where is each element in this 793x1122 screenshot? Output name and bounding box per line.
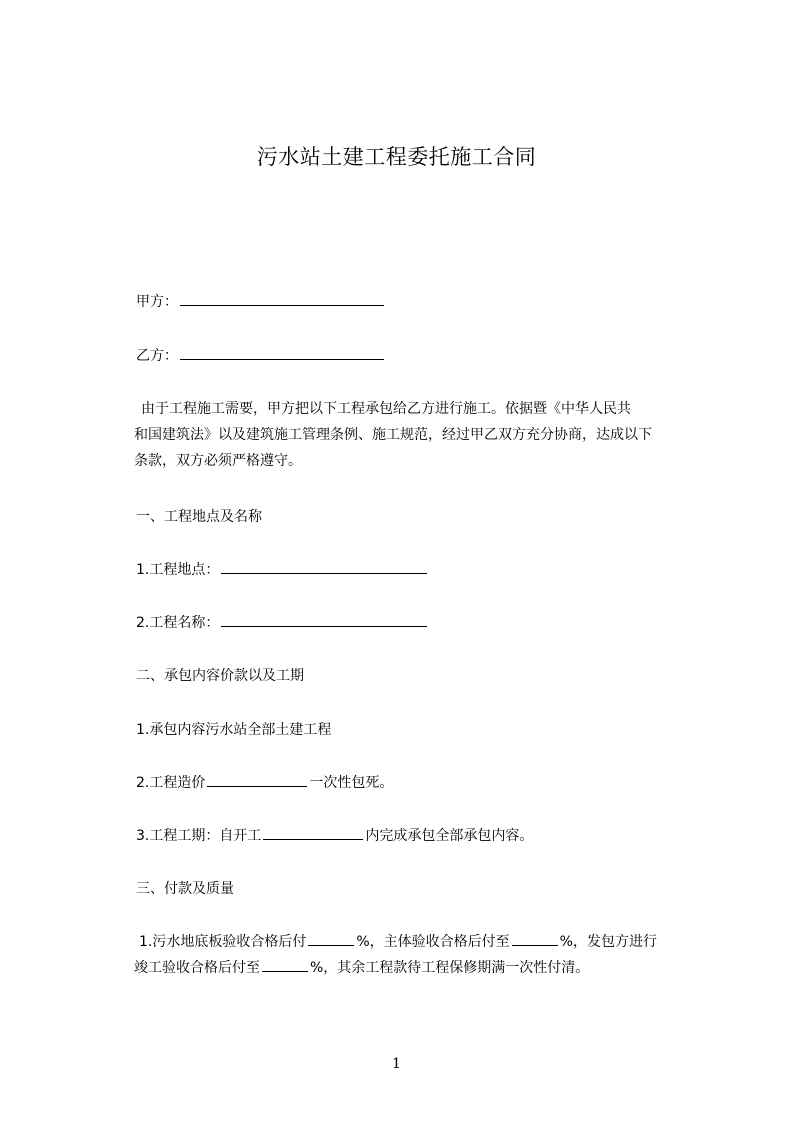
page-number: 1	[392, 1056, 401, 1072]
site-location-blank	[221, 559, 427, 574]
payment-part-b: %，主体验收合格后付至	[356, 934, 510, 950]
cost-suffix: 一次性包死。	[309, 775, 394, 791]
page-title: 污水站土建工程委托施工合同	[256, 145, 537, 169]
payment-part-a: 1.污水地底板验收合格后付	[139, 934, 307, 950]
section2-item2	[136, 772, 393, 792]
payment-part-c: %，发包方进行	[559, 934, 657, 950]
party-b-blank	[180, 345, 384, 360]
site-location-label: 1.工程地点：	[136, 562, 220, 578]
party-a-label: 甲方：	[136, 294, 178, 310]
party-a-line	[136, 291, 386, 311]
payment-paragraph	[136, 929, 706, 981]
intro-line-1: 由于工程施工需要，甲方把以下工程承包给乙方进行施工。依据暨《中华人民共	[141, 401, 631, 417]
duration-suffix: 内完成承包全部承包内容。	[365, 828, 534, 844]
project-name-label: 2.工程名称：	[136, 615, 220, 631]
section1-item1	[136, 559, 429, 579]
payment-line-1	[136, 929, 706, 955]
cost-blank	[207, 772, 307, 787]
payment-blank-1	[308, 931, 354, 946]
intro-paragraph	[136, 396, 706, 474]
party-b-line	[136, 345, 386, 365]
section1-heading: 一、工程地点及名称	[136, 509, 262, 525]
project-name-blank	[221, 612, 427, 627]
payment-part-e: %，其余工程款待工程保修期满一次性付清。	[310, 960, 590, 976]
section2-heading: 二、承包内容价款以及工期	[136, 668, 304, 684]
section2-item3	[136, 825, 533, 845]
party-b-label: 乙方：	[136, 348, 178, 364]
party-a-blank	[180, 291, 384, 306]
intro-line-3: 条款，双方必须严格遵守。	[134, 453, 302, 469]
payment-line-2	[134, 955, 706, 981]
payment-blank-3	[262, 957, 308, 972]
section3-heading: 三、付款及质量	[136, 881, 234, 897]
duration-label: 3.工程工期：自开工	[136, 828, 262, 844]
duration-blank	[263, 825, 363, 840]
payment-part-d: 竣工验收合格后付至	[134, 960, 260, 976]
intro-line-2: 和国建筑法》以及建筑施工管理条例、施工规范，经过甲乙双方充分协商，达成以下	[134, 427, 652, 443]
section2-item1: 1.承包内容污水站全部土建工程	[136, 722, 332, 738]
section1-item2	[136, 612, 429, 632]
payment-blank-2	[512, 931, 558, 946]
cost-label: 2.工程造价	[136, 775, 206, 791]
